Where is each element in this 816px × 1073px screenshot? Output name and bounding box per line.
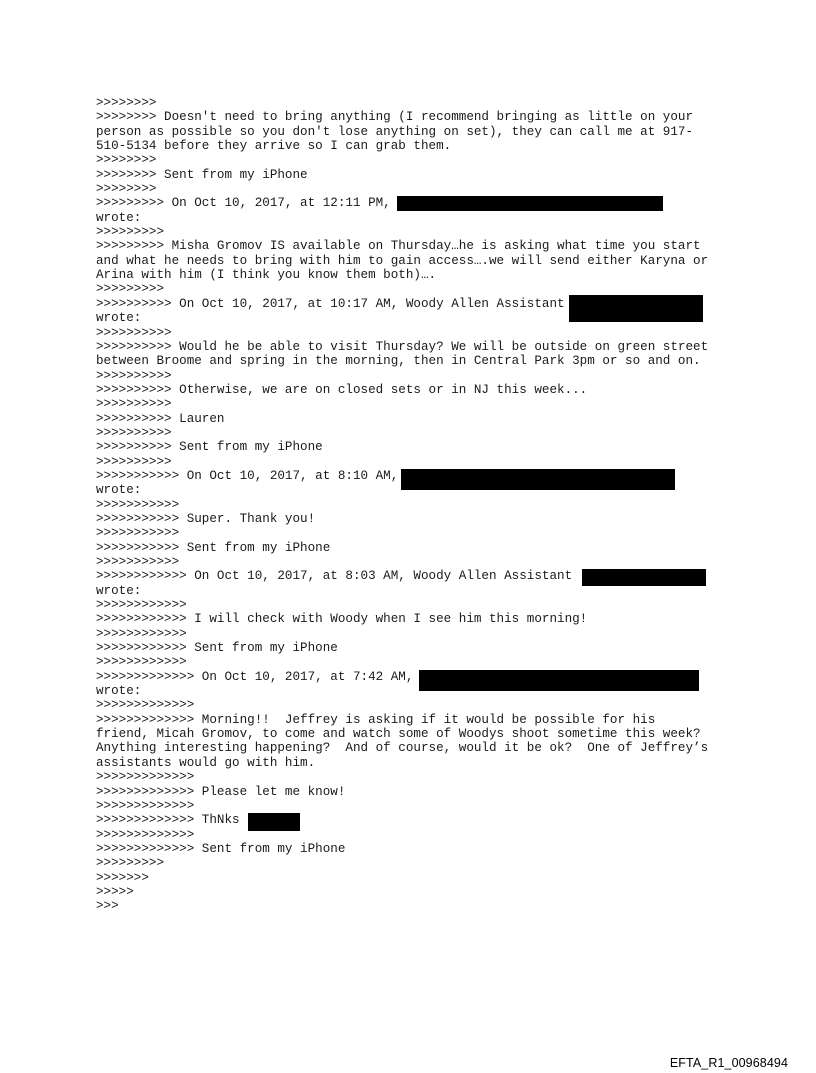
redaction-box — [419, 670, 699, 691]
email-line-text: >>>>>>>>>>>>> ThNks — [96, 813, 240, 828]
email-line-text: Anything interesting happening? And of course, would it be ok? One of Jeffrey’s — [96, 741, 709, 756]
email-line — [96, 899, 736, 913]
email-line — [96, 168, 736, 182]
email-line — [96, 369, 736, 383]
email-line — [96, 799, 736, 813]
email-line-text: >>>>>>>>>>>>> — [96, 698, 195, 713]
email-line-text: wrote: — [96, 583, 142, 598]
email-line — [96, 96, 736, 110]
email-line-text: >>>>>>>>>> — [96, 397, 172, 412]
email-line-text: >>>>>>>>>>>> I will check with Woody when I see him this morning! — [96, 612, 588, 627]
email-line — [96, 828, 736, 842]
email-line-text: Arina with him (I think you know them both)…. — [96, 268, 437, 283]
email-line-text: >>>>>>>>>>>> — [96, 598, 187, 613]
email-line-text: between Broome and spring in the morning, then in Central Park 3pm or so and on. — [96, 354, 701, 369]
email-line-text: person as possible so you don't lose anything on set), they can call me at 917- — [96, 124, 694, 139]
email-line — [96, 555, 736, 569]
email-line-text: >>>>>>>>> On Oct 10, 2017, at 12:11 PM, — [96, 196, 391, 211]
email-line-text: >>>>>>>>>> Lauren — [96, 411, 225, 426]
email-line — [96, 627, 736, 641]
email-line-text: >>>>>>>>> — [96, 282, 165, 297]
email-line — [96, 670, 736, 684]
email-line-text: >>>>>>>>>>> On Oct 10, 2017, at 8:10 AM, — [96, 468, 399, 483]
email-line — [96, 139, 736, 153]
email-line — [96, 182, 736, 196]
email-line-text: >>>>>>>>>>>>> — [96, 827, 195, 842]
email-line-text: >>>>>>>>>> On Oct 10, 2017, at 10:17 AM, Woody Allen Assistant — [96, 296, 565, 311]
email-line-text: wrote: — [96, 311, 142, 326]
email-line — [96, 153, 736, 167]
redaction-box — [401, 469, 675, 490]
email-line — [96, 842, 736, 856]
email-line — [96, 756, 736, 770]
redaction-box — [582, 569, 706, 586]
email-line — [96, 813, 736, 827]
email-line-text: >>>>>>>> — [96, 153, 157, 168]
email-line-text: >>>>>>>>> — [96, 856, 165, 871]
email-line-text: >>>>>>>>>>>> — [96, 626, 187, 641]
email-line-text: >>>>>>>>>>> Super. Thank you! — [96, 511, 316, 526]
email-line — [96, 655, 736, 669]
email-line-text: >>>>>>>> — [96, 96, 157, 110]
email-line-text: >>>>>>>>>>> — [96, 497, 180, 512]
email-line-text: and what he needs to bring with him to gain access….we will send either Karyna or — [96, 253, 709, 268]
email-line — [96, 713, 736, 727]
redaction-box — [397, 196, 663, 211]
email-line — [96, 440, 736, 454]
email-line — [96, 455, 736, 469]
email-line — [96, 698, 736, 712]
email-line-text: >>>>>>>>>>> — [96, 526, 180, 541]
email-line-text: wrote: — [96, 684, 142, 699]
email-line-text: >>>>>>>>>>>>> — [96, 798, 195, 813]
email-line-text: >>>>>>>>>>>> — [96, 655, 187, 670]
email-line — [96, 641, 736, 655]
email-line-text: >>>>>>>>>> — [96, 325, 172, 340]
email-line — [96, 239, 736, 253]
email-line-text: >>>>>>>>>>>> Sent from my iPhone — [96, 641, 338, 656]
email-line — [96, 612, 736, 626]
email-line — [96, 225, 736, 239]
email-line — [96, 383, 736, 397]
email-line — [96, 469, 736, 483]
email-line — [96, 885, 736, 899]
email-line — [96, 110, 736, 124]
email-line — [96, 512, 736, 526]
email-line-text: >>>>>>>>>> Otherwise, we are on closed sets or in NJ this week... — [96, 382, 588, 397]
email-line-text: >>>>>>>>>>> Sent from my iPhone — [96, 540, 331, 555]
email-line-text: 510-5134 before they arrive so I can grab them. — [96, 139, 452, 154]
email-line-text: >>>>> — [96, 884, 134, 899]
redaction-box — [569, 295, 703, 322]
email-line-text: >>>>>>>>>> — [96, 454, 172, 469]
email-line-text: >>>>>>>>>>>>> — [96, 770, 195, 785]
email-line-text: wrote: — [96, 483, 142, 498]
email-line-text: >>>>>>>>>> Would he be able to visit Thursday? We will be outside on green street — [96, 339, 709, 354]
email-line — [96, 297, 736, 311]
email-line-text: >>>>>>>>>> — [96, 425, 172, 440]
email-line-text: >>>>>>>>>>>> On Oct 10, 2017, at 8:03 AM, Woody Allen Assistant — [96, 569, 573, 584]
email-line — [96, 125, 736, 139]
email-line — [96, 770, 736, 784]
email-line-text: >>>>>>>>>> — [96, 368, 172, 383]
email-line — [96, 426, 736, 440]
email-line-text: >>>>>>>>>> Sent from my iPhone — [96, 440, 323, 455]
email-line — [96, 526, 736, 540]
email-line-text: >>>>>>> — [96, 870, 149, 885]
email-line — [96, 268, 736, 282]
email-line — [96, 856, 736, 870]
email-line-text: assistants would go with him. — [96, 755, 316, 770]
email-line-text: >>>>>>>> — [96, 182, 157, 197]
email-line-text: friend, Micah Gromov, to come and watch some of Woodys shoot sometime this week? — [96, 727, 701, 742]
email-line — [96, 340, 736, 354]
email-line — [96, 196, 736, 210]
email-line — [96, 598, 736, 612]
email-line — [96, 569, 736, 583]
email-line — [96, 871, 736, 885]
email-line-text: >>>>>>>>> Misha Gromov IS available on Thursday…he is asking what time you start — [96, 239, 701, 254]
email-line — [96, 326, 736, 340]
email-line — [96, 741, 736, 755]
email-line-text: >>>>>>>> Sent from my iPhone — [96, 167, 308, 182]
email-line-text: >>>>>>>>>>>>> Please let me know! — [96, 784, 346, 799]
email-line — [96, 354, 736, 368]
email-line-text: >>>>>>>> Doesn't need to bring anything (I recommend bringing as little on your — [96, 110, 694, 125]
email-thread-body — [96, 96, 736, 914]
email-line-text: wrote: — [96, 210, 142, 225]
email-line-text: >>>>>>>>>>>>> On Oct 10, 2017, at 7:42 AM, — [96, 669, 414, 684]
email-line — [96, 397, 736, 411]
redaction-box — [248, 813, 300, 831]
email-line — [96, 412, 736, 426]
email-line — [96, 785, 736, 799]
email-line-text: >>>>>>>>> — [96, 225, 165, 240]
email-line — [96, 498, 736, 512]
bates-number: EFTA_R1_00968494 — [669, 1056, 788, 1070]
email-line-text: >>>>>>>>>>>>> Sent from my iPhone — [96, 841, 346, 856]
email-line-text: >>>>>>>>>>> — [96, 555, 180, 569]
email-line — [96, 541, 736, 555]
email-line — [96, 254, 736, 268]
email-line-text: >>> — [96, 899, 119, 914]
email-line — [96, 727, 736, 741]
email-line — [96, 211, 736, 225]
email-line-text: >>>>>>>>>>>>> Morning!! Jeffrey is asking if it would be possible for his — [96, 712, 656, 727]
